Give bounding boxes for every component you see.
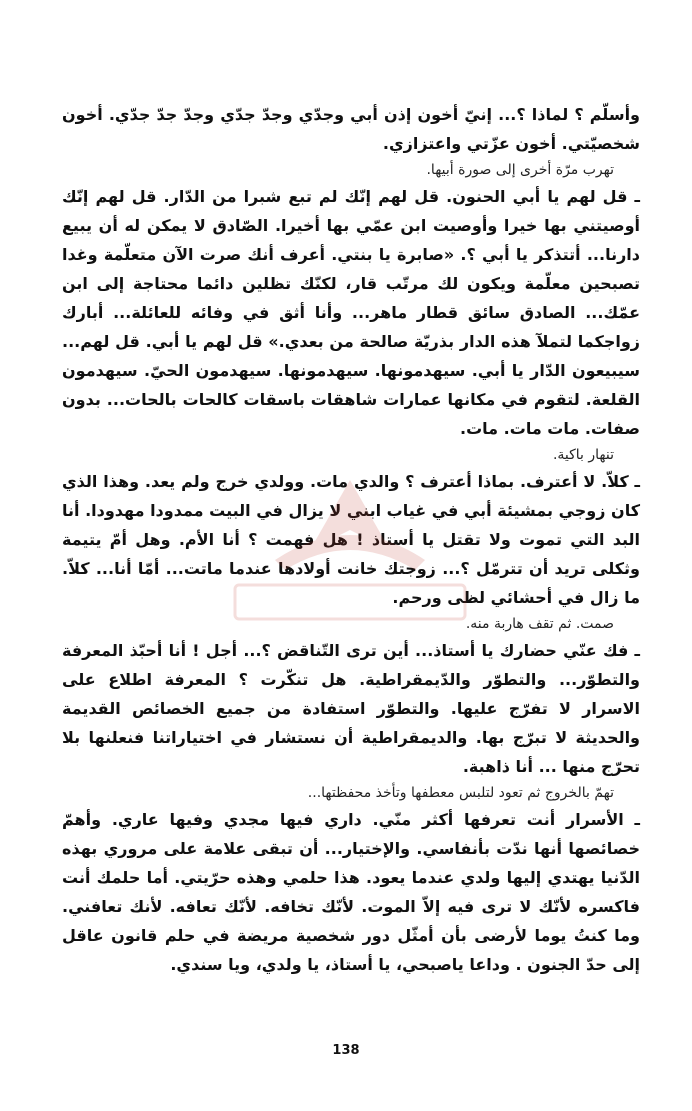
- page-number: 138: [332, 1043, 360, 1058]
- stage-direction: صمت. ثم تقف هاربة منه.: [465, 616, 614, 632]
- paragraph: ـ الأسرار أنت تعرفها أكثر منّي. داري فيها مجدي وفيها عاري. وأهمّ خصائصها أنها ندّت بأنفاسي. والإختيار... أن تبقى علامة على مروري بهذه الدّنيا يهتدي إليها ولدي عندما يعود. هذا حلمي وهذه حرّيتي. أما حلمك أنت فاكسره لأنّك لا ترى فيه إلاّ الموت. لأنّك تخافه. لأنّك تعافه. لأنك تعافني. وما كنتُ يوما لأرضى بأن أمثّل دور شخصية مريضة في حلم قانون عاقل إلى حدّ الجنون . وداعا ياصبحي، يا أستاذ، يا ولدي، ويا سندي.: [62, 810, 640, 974]
- paragraph: ـ فك عنّي حضارك يا أستاذ... أين ترى التّناقض ؟... أجل ! أنا أحبّذ المعرفة والتطوّر... والتطوّر والدّيمقراطية. هل تنكّرت ؟ المعرفة اطلاع على الاسرار لا تفرّج عليها. والتطوّر استفادة من جميع الخصائص القديمة والحديثة لا تبرّج بها. والديمقراطية أن نستشار في اختياراتنا فنعلنها بلا تحرّج منها ... أنا ذاهبة.: [62, 641, 640, 776]
- paragraph: ـ كلاّ. لا أعترف. بماذا أعترف ؟ والدي مات. وولدي خرج ولم يعد. وهذا الذي كان زوجي بمشيئة أبي في غياب ابني لا يزال في البيت ممدودا مهدودا. أنا البد التي تموت ولا تقتل يا أستاذ ! هل فهمت ؟ أنا الأم. وهل أمّ يتيمة وثكلى تريد أن تترمّل ؟... زوجتك خانت أولادها عندما ماتت... أمّا أنا... كلاّ. ما زال في أحشائي لظى ورحم.: [62, 472, 640, 607]
- page-body: [62, 100, 640, 979]
- stage-direction: تهمّ بالخروج ثم تعود لتلبس معطفها وتأخذ محفظتها...: [307, 785, 614, 801]
- paragraph: وأسلّم ؟ لماذا ؟... إنيّ أخون إذن أبي وجدّي وجدّ جدّي وجدّ جدّ جدّي. أخون شخصيّتي. أخون عزّتي واعتزازي.: [62, 105, 640, 153]
- stage-direction: تنهار باكية.: [552, 447, 614, 463]
- paragraph: ـ قل لهم يا أبي الحنون. قل لهم إنّك لم تبع شبرا من الدّار. قل لهم إنّك أوصيتني بها خيرا وأوصيت ابن عمّي بها أخيرا. الصّادق لا يمكن له أن يبيع دارنا... أتتذكر يا أبي ؟. «صابرة يا بنتي. أعرف أنك صرت الآن متعلّمة وغدا تصبحين معلّمة ويكون لك مرتّب قار، لكنّك تظلين دائما محتاجة إلى ابن عمّك... الصادق سائق قطار ماهر... وأنا أثق في وفائه للعائلة... أبارك زواجكما لتملآ هذه الدار بذريّة صالحة من بعدي.» قل لهم يا أبي. قل لهم... سيبيعون الدّار يا أبي. سيهدمونها. سيهدمونها. سيهدمون الحيّ. سيهدمون القلعة. لتقوم في مكانها عمارات شاهقات باسقات كالحات بالحات... بدون صفات. مات مات. مات.: [62, 187, 640, 438]
- stage-direction: تهرب مرّة أخرى إلى صورة أبيها.: [426, 162, 614, 178]
